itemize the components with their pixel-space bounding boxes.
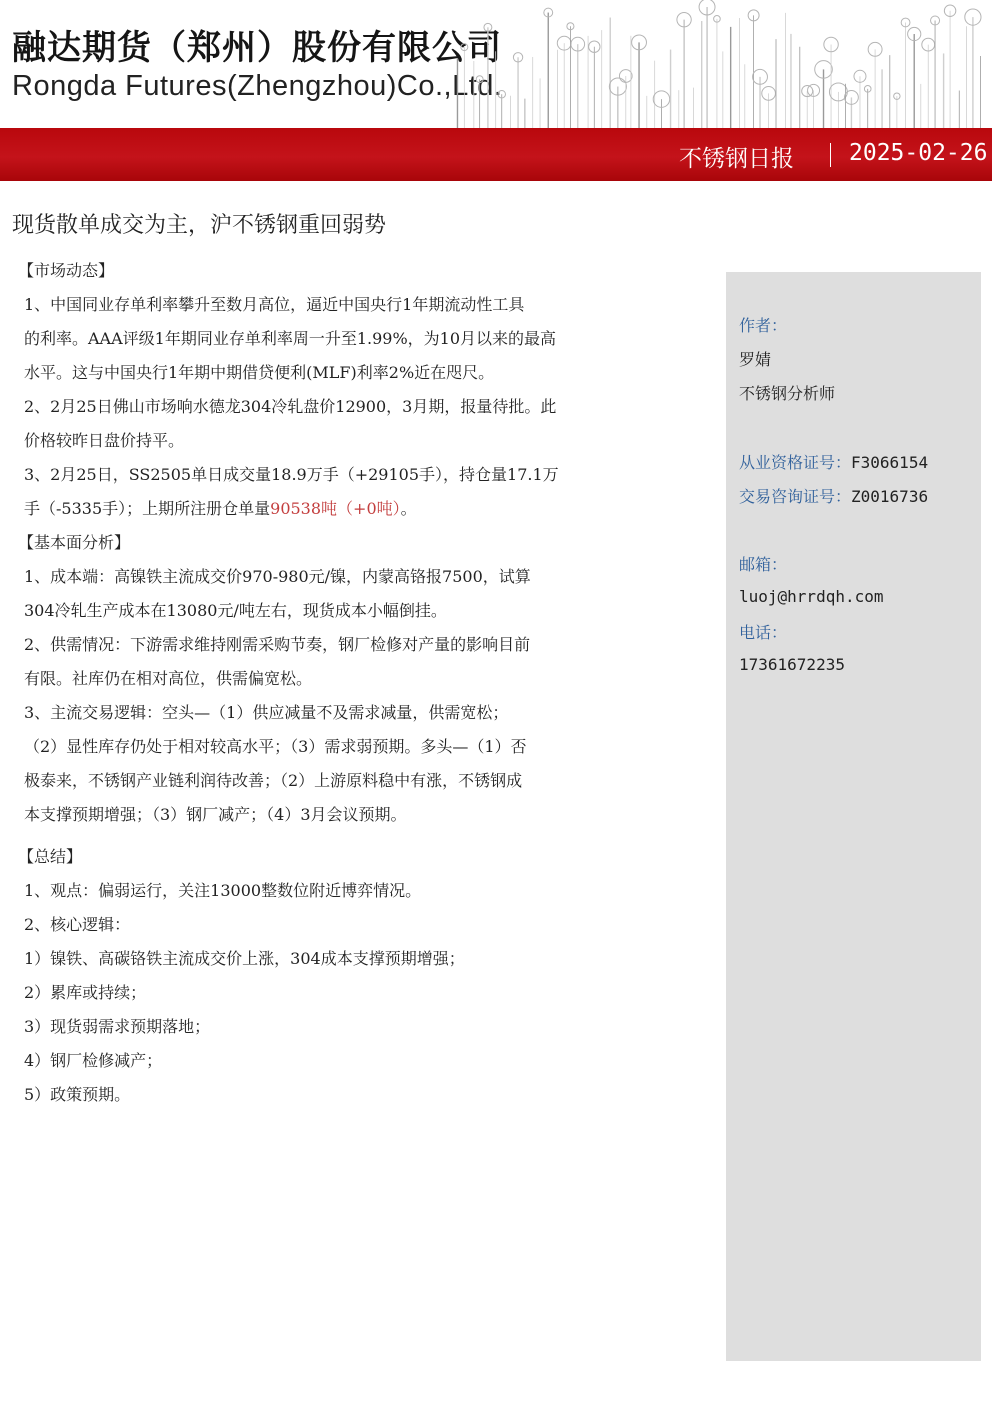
fundamental-line: 有限。社库仍在相对高位，供需偏宽松。 — [24, 669, 313, 688]
warehouse-receipt-value: 90538吨（+0吨） — [270, 499, 401, 518]
section-heading-fundamental: 【基本面分析】 — [18, 533, 131, 552]
market-line: 3、2月25日，SS2505单日成交量18.9万手（+29105手），持仓量17.1万 — [24, 465, 559, 484]
fundamental-line: 3、主流交易逻辑：空头—（1）供应减量不及需求减量，供需宽松； — [24, 703, 509, 722]
market-line: 1、中国同业存单利率攀升至数月高位，逼近中国央行1年期流动性工具 — [24, 295, 525, 314]
report-date: 2025-02-26 — [849, 140, 988, 166]
author-sidebar — [726, 272, 981, 1361]
summary-line: 1）镍铁、高碳铬铁主流成交价上涨，304成本支撑预期增强； — [24, 949, 465, 968]
section-heading-market: 【市场动态】 — [18, 261, 115, 280]
market-line — [24, 492, 624, 526]
summary-line: 2、核心逻辑： — [24, 915, 131, 934]
fundamental-line: 2、供需情况：下游需求维持刚需采购节奏，钢厂检修对产量的影响目前 — [24, 635, 531, 654]
fundamental-line: 1、成本端：高镍铁主流成交价970-980元/镍，内蒙高铬报7500，试算 — [24, 567, 531, 586]
phone-number: 17361672235 — [739, 655, 845, 674]
license-row — [739, 450, 928, 473]
report-body — [18, 254, 624, 1112]
company-name-en: Rongda Futures(Zhengzhou)Co.,Ltd. — [12, 70, 503, 102]
email-label: 邮箱： — [739, 555, 788, 574]
fundamental-line: 极泰来，不锈钢产业链利润待改善；（2）上游原料稳中有涨，不锈钢成 — [24, 771, 523, 790]
report-header — [0, 0, 992, 128]
section-heading-summary: 【总结】 — [18, 847, 83, 866]
decorative-lines-graphic — [446, 0, 992, 128]
consult-label: 交易咨询证号： — [739, 487, 852, 506]
summary-line: 2）累库或持续； — [24, 983, 147, 1002]
email-link[interactable]: luoj@hrrdqh.com — [739, 587, 884, 606]
summary-line: 3）现货弱需求预期落地； — [24, 1017, 211, 1036]
banner-divider — [830, 143, 831, 167]
summary-line: 1、观点：偏弱运行，关注13000整数位附近博弈情况。 — [24, 881, 422, 900]
fundamental-line: 304冷轧生产成本在13080元/吨左右，现货成本小幅倒挂。 — [24, 601, 447, 620]
market-line: 2、2月25日佛山市场响水德龙304冷轧盘价12900，3月期，报量待批。此 — [24, 397, 557, 416]
market-line-text: 手（-5335手）；上期所注册仓单量 — [24, 499, 271, 518]
fundamental-line: （2）显性库存仍处于相对较高水平；（3）需求弱预期。多头—（1）否 — [24, 737, 527, 756]
consult-row — [739, 484, 928, 507]
market-line: 的利率。AAA评级1年期同业存单利率周一升至1.99%，为10月以来的最高 — [24, 329, 557, 348]
license-label: 从业资格证号： — [739, 453, 852, 472]
company-name-cn: 融达期货（郑州）股份有限公司 — [12, 28, 502, 68]
author-name: 罗婧 — [739, 350, 772, 369]
report-banner — [0, 128, 992, 181]
report-title: 现货散单成交为主，沪不锈钢重回弱势 — [12, 213, 387, 238]
report-name: 不锈钢日报 — [679, 146, 794, 172]
summary-line: 5）政策预期。 — [24, 1085, 131, 1104]
phone-label: 电话： — [739, 623, 788, 642]
market-line: 价格较昨日盘价持平。 — [24, 431, 185, 450]
market-line-end: 。 — [400, 499, 417, 518]
market-line: 水平。这与中国央行1年期中期借贷便利(MLF)利率2%近在咫尺。 — [24, 363, 495, 382]
author-role: 不锈钢分析师 — [739, 384, 836, 403]
fundamental-line: 本支撑预期增强；（3）钢厂减产；（4）3月会议预期。 — [24, 805, 407, 824]
author-label: 作者： — [739, 316, 788, 335]
license-number: F3066154 — [851, 453, 929, 472]
consult-number: Z0016736 — [851, 487, 929, 506]
summary-line: 4）钢厂检修减产； — [24, 1051, 163, 1070]
